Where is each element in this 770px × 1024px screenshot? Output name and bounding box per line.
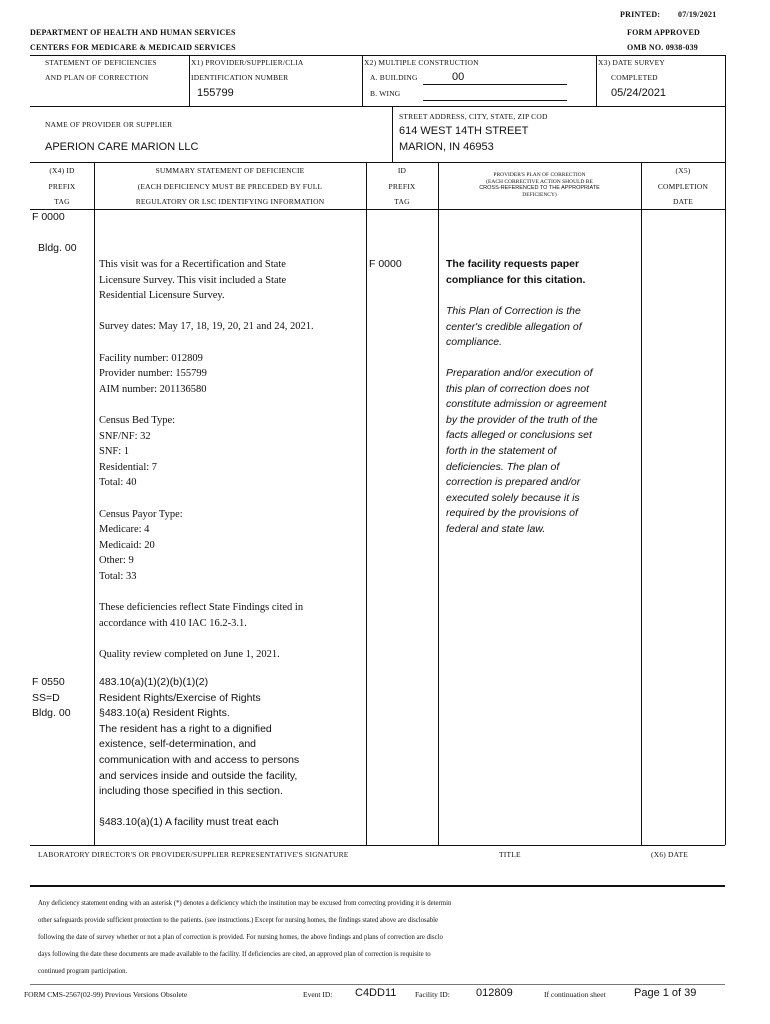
address-line-2: MARION, IN 46953: [399, 141, 494, 153]
summary-header-3: REGULATORY OR LSC IDENTIFYING INFORMATION: [135, 197, 325, 206]
disclaimer-line-2: other safeguards provide sufficient protection to the patients. (see instructions.) Except for nursing homes, the findings stated above are disclosable: [38, 917, 439, 924]
poc-header-3: CROSS-REFERENCED TO THE APPROPRIATE: [479, 185, 600, 191]
printed-date: 07/19/2021: [678, 10, 717, 19]
bldg-00: Bldg. 00: [38, 242, 77, 254]
x5-header-3: DATE: [673, 197, 693, 206]
x4-header-1: (X4) ID: [49, 166, 75, 175]
poc-header-2: (EACH CORRECTIVE ACTION SHOULD BE: [486, 178, 593, 185]
x2-label: X2) MULTIPLE CONSTRUCTION: [364, 58, 479, 67]
id-header-2: PREFIX: [388, 182, 416, 191]
summary-f0550: 483.10(a)(1)(2)(b)(1)(2) Resident Rights/Exercise of Rights §483.10(a) Resident Rights. The resident has a right to a dignified existence, self-determination, and communication with and access to persons and services inside and outside the facility, including those specified in this section. §483.10(a)(1) A facility must treat each: [99, 676, 300, 829]
poc-header-4: DEFICIENCY): [522, 191, 557, 198]
form-id: FORM CMS-2567(02-99) Previous Versions Obsolete: [24, 990, 188, 999]
provider-name-value: APERION CARE MARION LLC: [45, 141, 199, 153]
id-tag-f0000: F 0000: [369, 258, 402, 270]
x4-header-3: TAG: [54, 197, 70, 206]
disclaimer-line-4: days following the date these documents are made available to the facility. If deficiencies are cited, an approved plan of correction is requisite to: [38, 951, 431, 958]
poc-header: [438, 172, 641, 198]
omb-number: OMB NO. 0938-039: [627, 43, 698, 52]
tag-f0000: F 0000: [32, 211, 65, 223]
disclaimer-line-3: following the date of survey whether or not a plan of correction is provided. For nursing homes, the above findings and plans of correction are disclo: [38, 934, 443, 941]
tag-f0550: F 0550 SS=D Bldg. 00: [32, 676, 71, 720]
facility-id-value: 012809: [476, 987, 513, 999]
provider-name-label: NAME OF PROVIDER OR SUPPLIER: [45, 120, 173, 129]
x5-header-2: COMPLETION: [657, 182, 709, 191]
x4-header-2: PREFIX: [48, 182, 76, 191]
summary-header-2: (EACH DEFICIENCY MUST BE PRECEDED BY FULL: [137, 182, 323, 191]
centers-title: CENTERS FOR MEDICARE & MEDICAID SERVICES: [30, 43, 236, 52]
date-label: (X6) DATE: [651, 850, 689, 859]
facility-id-label: Facility ID:: [415, 990, 450, 999]
page-number: Page 1 of 39: [634, 987, 697, 999]
poc-preparation-statement: Preparation and/or execution of this plan of correction does not constitute admission or agreement by the provider of the truth of the facts alleged or conclusions set forth in the statement of deficiencies. The plan of correction is prepared and/or executed solely because it is required by the provisions of federal and state law.: [446, 367, 607, 535]
signature-label: LABORATORY DIRECTOR'S OR PROVIDER/SUPPLIER REPRESENTATIVE'S SIGNATURE: [38, 850, 349, 859]
provider-number-value: 155799: [197, 87, 234, 99]
title-label: TITLE: [499, 850, 521, 859]
building-label: A. BUILDING: [370, 73, 418, 82]
x1-label-2: IDENTIFICATION NUMBER: [191, 73, 289, 82]
statement-label-1: STATEMENT OF DEFICIENCIES: [45, 58, 157, 67]
x5-header-1: (X5): [675, 166, 691, 175]
disclaimer-line-1: Any deficiency statement ending with an asterisk (*) denotes a deficiency which the institution may be excused from correcting providing it is determin: [38, 900, 452, 907]
poc-credible-allegation: This Plan of Correction is the center's credible allegation of compliance.: [446, 305, 582, 349]
poc-header-1: PROVIDER'S PLAN OF CORRECTION: [493, 172, 586, 178]
form-approved: FORM APPROVED: [627, 28, 701, 37]
event-id-value: C4DD11: [355, 987, 397, 999]
summary-initial: This visit was for a Recertification and State Licensure Survey. This visit included a State Residential Licensure Survey. Survey dates: May 17, 18, 19, 20, 21 and 24, 2021. Facility number: 012809 Provider number: 155799 AIM number: 201136580 Census Bed Type: SNF/NF: 32 SNF: 1 Residential: 7 Total: 40 Census Payor Type: Medicare: 4 Medicaid: 20 Other: 9 Total: 33 These deficiencies reflect State Findings cited in accordance with 410 IAC 16.2-3.1. Quality review completed on June 1, 2021.: [99, 259, 314, 660]
x3-label-2: COMPLETED: [611, 73, 658, 82]
disclaimer-line-5: continued program participation.: [38, 968, 128, 975]
continuation-label: If continuation sheet: [544, 990, 606, 999]
statement-label-2: AND PLAN OF CORRECTION: [45, 73, 149, 82]
summary-header-1: SUMMARY STATEMENT OF DEFICIENCIE: [155, 166, 305, 175]
printed-label: PRINTED:: [620, 10, 661, 19]
department-title: DEPARTMENT OF HEALTH AND HUMAN SERVICES: [30, 28, 236, 37]
id-header-1: ID: [397, 166, 407, 175]
address-line-1: 614 WEST 14TH STREET: [399, 125, 529, 137]
poc-paper-compliance: The facility requests paper compliance for this citation.: [446, 258, 586, 286]
x3-label-1: X3) DATE SURVEY: [598, 58, 665, 67]
id-header-3: TAG: [394, 197, 410, 206]
building-value: 00: [452, 71, 465, 83]
survey-date-value: 05/24/2021: [611, 87, 667, 99]
x1-label-1: X1) PROVIDER/SUPPLIER/CLIA: [191, 58, 304, 67]
disclaimer: [38, 895, 728, 980]
event-id-label: Event ID:: [303, 990, 333, 999]
address-label: STREET ADDRESS, CITY, STATE, ZIP COD: [399, 112, 548, 121]
wing-label: B. WING: [370, 89, 401, 98]
